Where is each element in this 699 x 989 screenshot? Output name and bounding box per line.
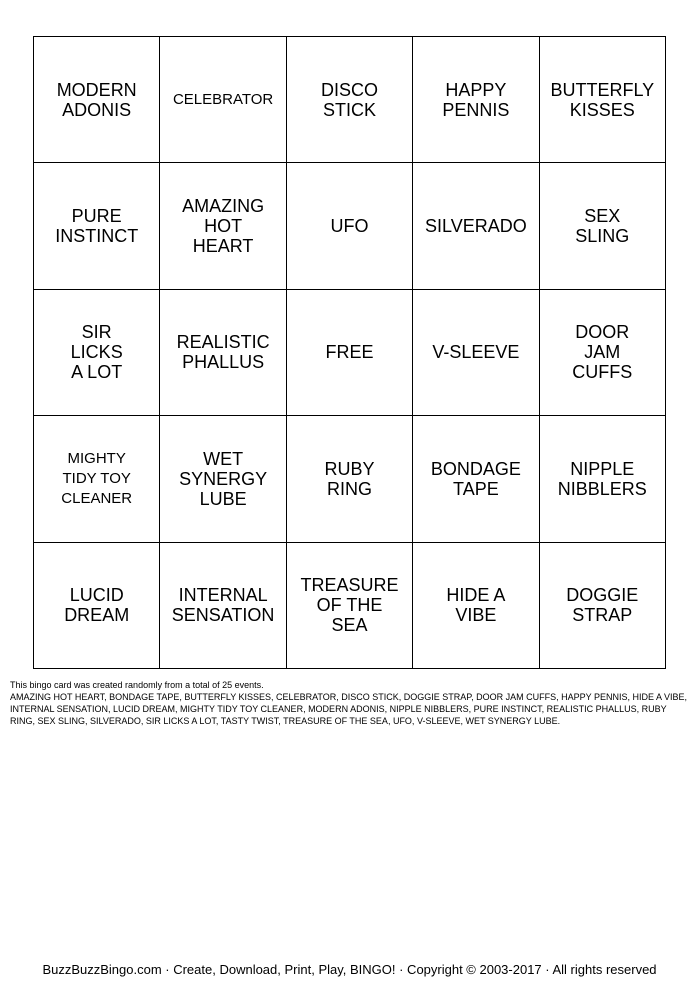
cell-text: AMAZING HOT HEART xyxy=(182,196,265,257)
bingo-cell xyxy=(540,163,666,289)
bingo-cell xyxy=(34,543,160,669)
bingo-card-grid xyxy=(33,36,666,669)
cell-text: RUBY RING xyxy=(324,458,375,499)
bingo-cell xyxy=(287,37,413,163)
bingo-cell xyxy=(160,543,286,669)
cell-text: V-SLEEVE xyxy=(432,342,520,363)
cell-text: DISCO STICK xyxy=(320,79,378,120)
cell-text: INTERNAL SENSATION xyxy=(171,585,275,626)
cell-text: PURE INSTINCT xyxy=(55,206,139,247)
cell-text: BUTTERFLY KISSES xyxy=(550,79,655,120)
bingo-cell xyxy=(413,163,539,289)
bingo-cell xyxy=(287,543,413,669)
page-footer: BuzzBuzzBingo.com · Create, Download, Print, Play, BINGO! · Copyright © 2003-2017 · All rights reserved xyxy=(42,962,657,977)
cell-text: UFO xyxy=(330,216,369,237)
bingo-cell xyxy=(160,416,286,542)
cell-text: HIDE A VIBE xyxy=(446,585,506,626)
cell-text: NIPPLE NIBBLERS xyxy=(557,458,647,499)
bingo-cell xyxy=(34,290,160,416)
bingo-cell xyxy=(34,416,160,542)
bingo-cell xyxy=(413,290,539,416)
bingo-cell xyxy=(34,163,160,289)
bingo-cell-free xyxy=(287,290,413,416)
cell-text: HAPPY PENNIS xyxy=(442,79,510,120)
bingo-cell xyxy=(540,290,666,416)
bingo-cell xyxy=(160,37,286,163)
bingo-cell xyxy=(413,543,539,669)
bingo-cell xyxy=(413,37,539,163)
cell-text: TREASURE OF THE SEA xyxy=(300,575,399,636)
cell-text: LUCID DREAM xyxy=(64,585,130,626)
bingo-cell xyxy=(160,163,286,289)
cell-text: DOGGIE STRAP xyxy=(566,585,639,626)
footnote xyxy=(10,679,690,727)
footnote-intro: This bingo card was created randomly from a total of 25 events. xyxy=(10,680,264,690)
cell-text: BONDAGE TAPE xyxy=(430,458,521,499)
bingo-cell xyxy=(160,290,286,416)
bingo-cell xyxy=(540,37,666,163)
cell-text: MIGHTY TIDY TOY CLEANER xyxy=(61,449,133,507)
cell-text: CELEBRATOR xyxy=(172,90,274,108)
cell-text: SILVERADO xyxy=(425,216,527,237)
bingo-cell xyxy=(34,37,160,163)
footnote-events-list: AMAZING HOT HEART, BONDAGE TAPE, BUTTERFLY KISSES, CELEBRATOR, DISCO STICK, DOGGIE STRAP, DOOR JAM CUFFS, HAPPY PENNIS, HIDE A VIBE, INTERNAL SENSATION, LUCID DREAM, MIGHTY TIDY TOY CLEANER, MODERN ADONIS, NIPPLE NIBBLERS, PURE INSTINCT, REALISTIC PHALLUS, RUBY RING, SEX SLING, SILVERADO, SIR LICKS A LOT, TASTY TWIST, TREASURE OF THE SEA, UFO, V-SLEEVE, WET SYNERGY LUBE. xyxy=(10,692,687,726)
bingo-cell xyxy=(540,543,666,669)
cell-text: SIR LICKS A LOT xyxy=(70,322,123,383)
bingo-cell xyxy=(413,416,539,542)
cell-text: MODERN ADONIS xyxy=(56,79,137,120)
cell-text: DOOR JAM CUFFS xyxy=(572,322,633,383)
cell-text: SEX SLING xyxy=(575,206,630,247)
bingo-cell xyxy=(287,416,413,542)
cell-text: WET SYNERGY LUBE xyxy=(179,448,268,509)
cell-text: FREE xyxy=(325,342,374,363)
bingo-cell xyxy=(540,416,666,542)
bingo-cell xyxy=(287,163,413,289)
cell-text: REALISTIC PHALLUS xyxy=(176,332,270,373)
